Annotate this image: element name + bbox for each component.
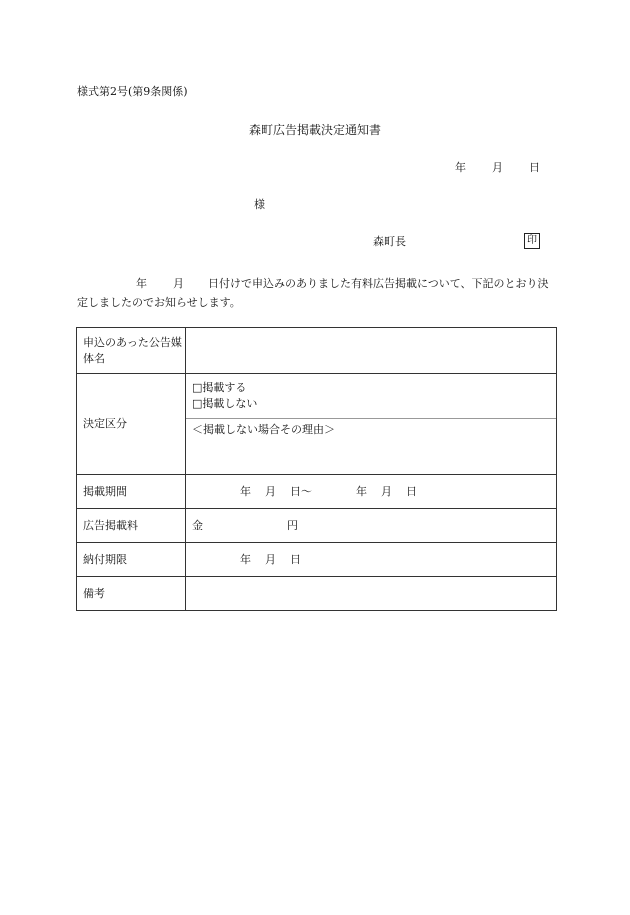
body-text: 日付けで申込みのありました有料広告掲載について、下記のとおり決定しましたのでお知らせします。 [77,277,549,309]
decision-options [186,374,556,419]
remarks-label: 備考 [77,577,186,611]
reason-area [186,419,556,471]
table-row [77,328,557,374]
period-year-start: 年 [240,484,251,498]
fee-value [186,509,557,543]
option-publish: □掲載する [192,381,247,394]
date-day: 日 [529,161,540,174]
option-not-publish: □掲載しない [192,397,258,410]
table-row [77,374,557,475]
media-label: 申込のあった公告媒体名 [77,328,186,374]
reason-label: ＜掲載しない場合その理由＞ [192,423,335,436]
period-month-start: 月 [265,484,276,498]
decision-label: 決定区分 [77,374,186,475]
fee-unit: 円 [287,518,298,532]
remarks-value [186,577,557,611]
issue-date [455,162,540,173]
body-year: 年 [136,277,147,290]
seal-stamp: 印 [524,233,540,249]
body-month: 月 [173,277,184,290]
period-label: 掲載期間 [77,475,186,509]
table-row [77,509,557,543]
media-value [186,328,557,374]
document-title: 森町広告掲載決定通知書 [248,123,381,137]
table-row [77,475,557,509]
period-month-end: 月 [381,484,392,498]
period-year-end: 年 [356,484,367,498]
deadline-day: 日 [290,552,301,566]
deadline-year: 年 [240,552,251,566]
table-row [77,577,557,611]
deadline-value [186,543,557,577]
decision-table [76,327,557,611]
date-year: 年 [455,161,466,174]
form-number: 様式第2号(第9条関係) [77,85,188,98]
issuer-name: 森町長 [373,235,406,248]
deadline-label: 納付期限 [77,543,186,577]
fee-label: 広告掲載料 [77,509,186,543]
period-value [186,475,557,509]
date-month: 月 [492,161,503,174]
table-row [77,543,557,577]
addressee-suffix: 様 [254,198,265,211]
period-day-start: 日～ [290,484,312,498]
period-day-end: 日 [406,484,417,498]
deadline-month: 月 [265,552,276,566]
fee-prefix: 金 [192,518,203,532]
decision-value [186,374,557,475]
body-paragraph [77,274,557,312]
